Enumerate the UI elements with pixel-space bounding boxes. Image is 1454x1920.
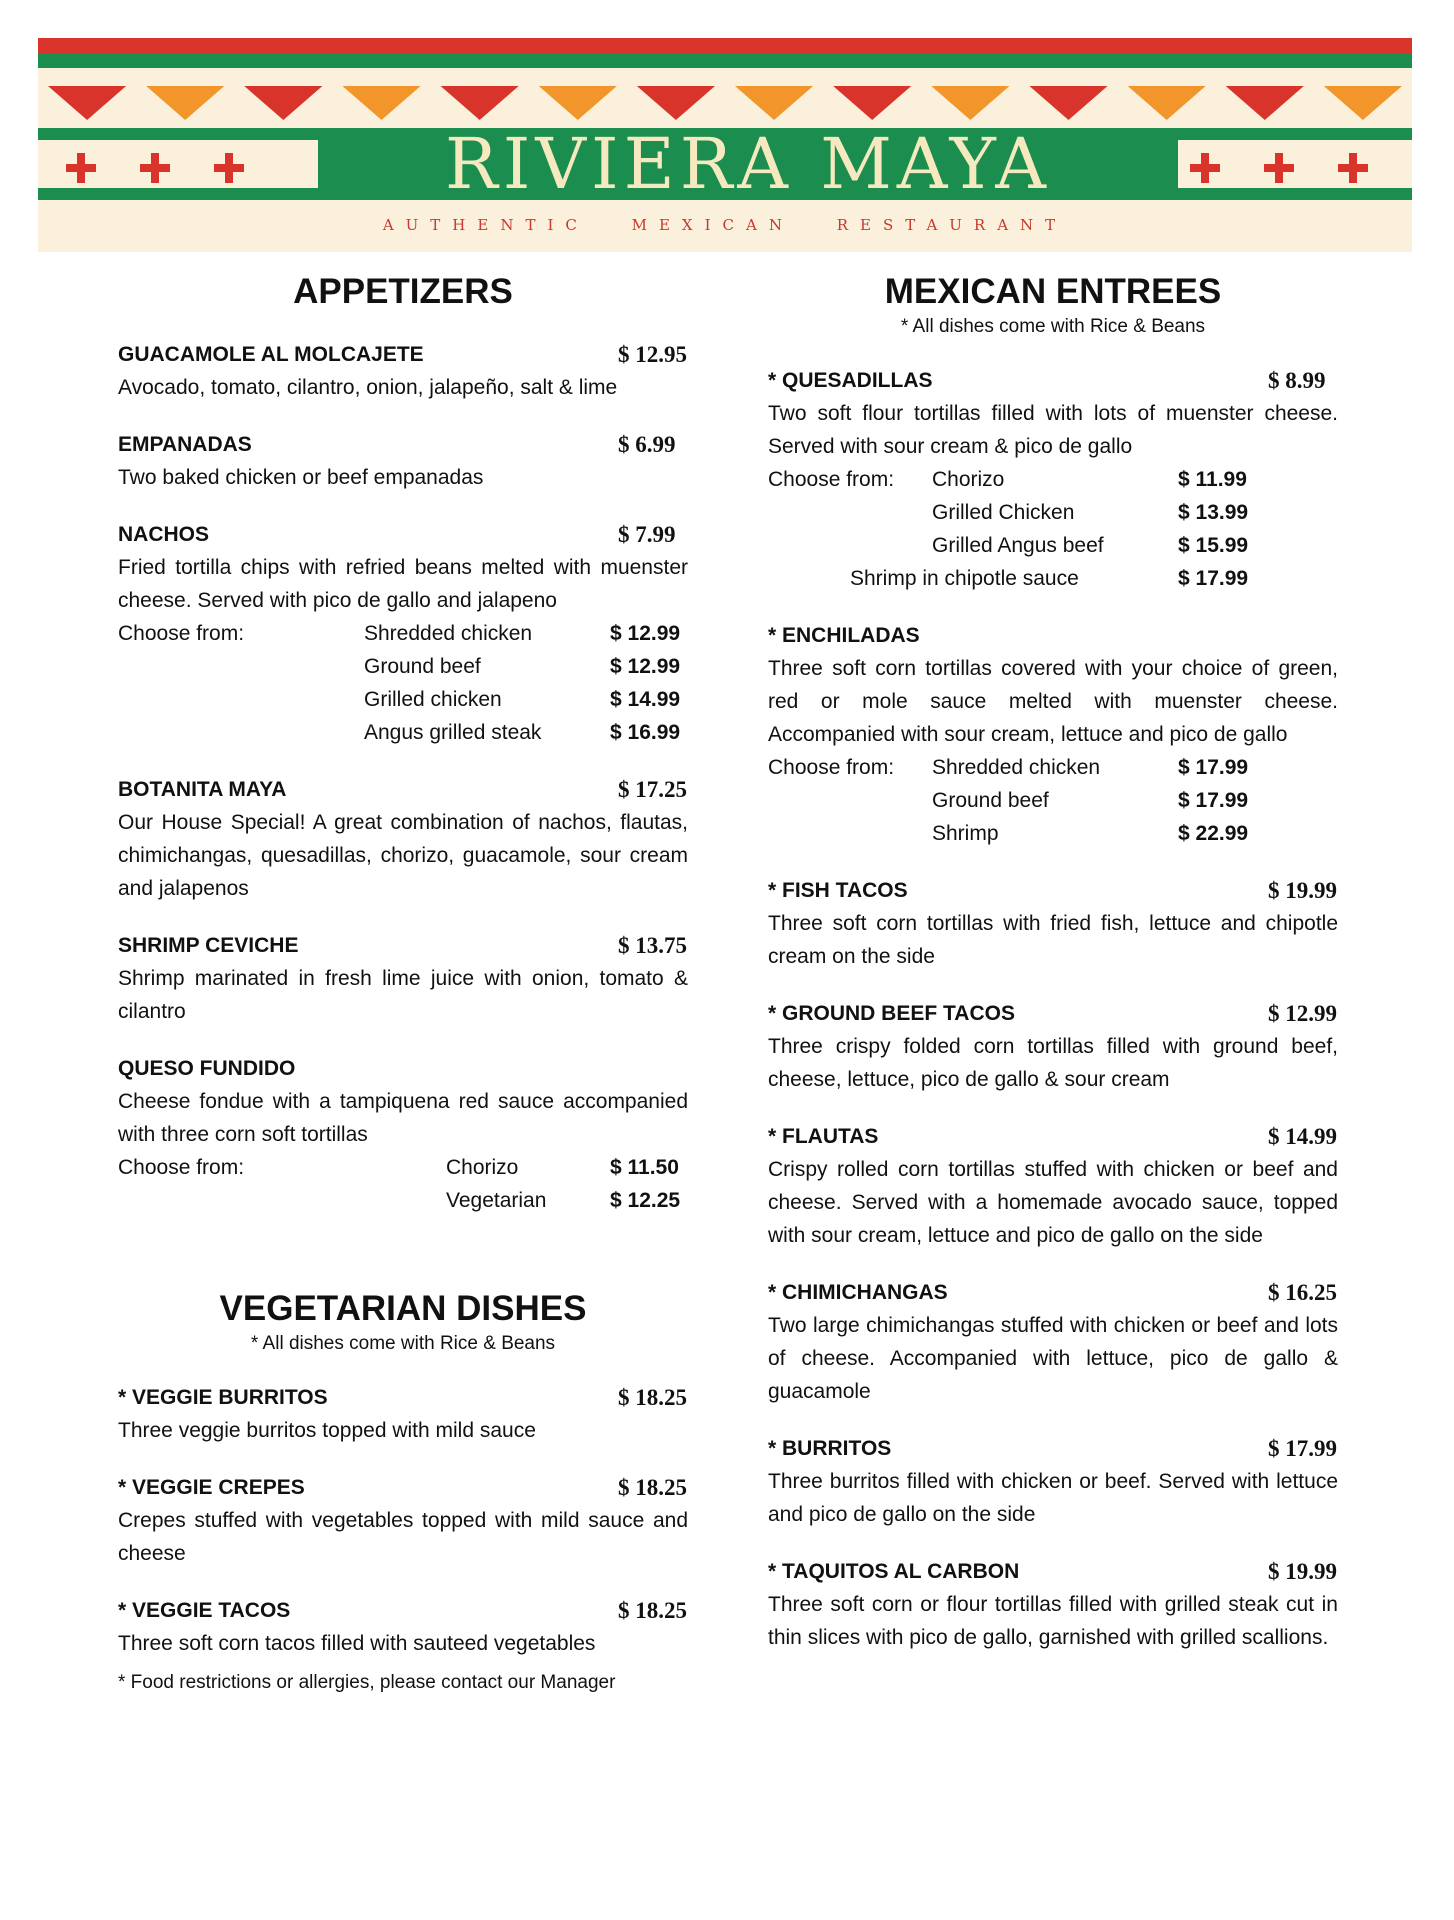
menu-item-price: $ 19.99: [1268, 1559, 1337, 1584]
menu-item-header: [768, 1120, 1338, 1153]
menu-item-header: [118, 773, 688, 806]
choice-price: $ 12.25: [610, 1189, 681, 1212]
cross-icon: [1190, 153, 1220, 183]
menu-item-description: Two baked chicken or beef empanadas: [118, 466, 484, 489]
menu-item-header: [118, 518, 688, 551]
menu-item: [118, 1471, 688, 1570]
menu-item-header: [768, 1555, 1338, 1588]
choice-list: [118, 1151, 688, 1217]
menu-item-description: Three burritos filled with chicken or beef. Served with lettuce and pico de gallo on the side: [768, 1470, 1338, 1526]
menu-item-description: Three soft corn tortillas covered with your choice of green, red or mole sauce melted with muenster cheese. Accompanied with sour cream, lettuce and pico de gallo: [768, 657, 1338, 746]
cross-icon: [1264, 153, 1294, 183]
menu-item-price: $ 18.25: [618, 1385, 687, 1410]
menu-item: [118, 338, 688, 404]
menu-item: [118, 1052, 688, 1217]
menu-item-price: $ 14.99: [1268, 1124, 1337, 1149]
menu-item-header: [118, 1381, 688, 1414]
menu-item-description: Avocado, tomato, cilantro, onion, jalapeño, salt & lime: [118, 376, 618, 399]
menu-item-price: $ 19.99: [1268, 878, 1337, 903]
menu-item: [768, 1432, 1338, 1531]
menu-item-name: * FISH TACOS: [768, 879, 908, 902]
choice-name: Grilled Chicken: [932, 501, 1075, 524]
menu-item-price: $ 7.99: [618, 522, 676, 547]
menu-item-header: [118, 428, 688, 461]
menu-item-description: Crispy rolled corn tortillas stuffed with chicken or beef and cheese. Served with a homemade avocado sauce, topped with sour cream, lettuce and pico de gallo on the side: [768, 1158, 1338, 1247]
triangle-ornament: [931, 86, 1009, 120]
menu-item-price: $ 18.25: [618, 1598, 687, 1623]
triangle-ornament: [342, 86, 420, 120]
triangle-ornament: [637, 86, 715, 120]
menu-item: [768, 997, 1338, 1096]
menu-item: [118, 1594, 688, 1660]
choice-price: $ 11.99: [1178, 468, 1247, 491]
menu-item-name: NACHOS: [118, 523, 210, 546]
choice-name: Vegetarian: [446, 1189, 547, 1212]
appetizers-list: [118, 338, 688, 1217]
green-stripe: [38, 54, 1412, 68]
menu-item-price: $ 16.25: [1268, 1280, 1337, 1305]
menu-item-header: [118, 1594, 688, 1627]
menu-item: [118, 773, 688, 905]
menu-item-name: * VEGGIE CREPES: [118, 1476, 305, 1499]
choose-from-label: [768, 496, 932, 529]
menu-item-price: $ 8.99: [1268, 368, 1326, 393]
choice-price: $ 17.99: [1178, 567, 1249, 590]
choose-from-label: Choose from:: [768, 756, 895, 779]
menu-item-name: QUESO FUNDIDO: [118, 1057, 296, 1080]
cross-icon: [1338, 153, 1368, 183]
menu-item-description: Three soft corn tortillas with fried fish, lettuce and chipotle cream on the side: [768, 912, 1338, 968]
menu-item-header: [768, 997, 1338, 1030]
triangle-ornament: [1226, 86, 1304, 120]
cross-icon: [140, 153, 170, 183]
menu-item-name: * CHIMICHANGAS: [768, 1281, 948, 1304]
menu-item-name: * ENCHILADAS: [768, 624, 920, 647]
choice-price: $ 15.99: [1178, 534, 1249, 557]
choice-list: [118, 617, 688, 749]
triangle-ornament: [539, 86, 617, 120]
menu-item-name: * GROUND BEEF TACOS: [768, 1002, 1015, 1025]
menu-item-description: Three soft corn tacos filled with sauteed vegetables: [118, 1632, 596, 1655]
menu-item-header: [768, 1432, 1338, 1465]
menu-item-name: * BURRITOS: [768, 1437, 892, 1460]
menu-item: [768, 1120, 1338, 1252]
menu-item-name: * QUESADILLAS: [768, 369, 933, 392]
choice-price: $ 16.99: [610, 721, 681, 744]
menu-item-description: Three crispy folded corn tortillas filled with ground beef, cheese, lettuce, pico de gallo & sour cream: [768, 1035, 1338, 1091]
cross-icon: [214, 153, 244, 183]
vegetarian-title: VEGETARIAN DISHES: [219, 1289, 587, 1328]
choice-price: $ 12.99: [610, 622, 681, 645]
appetizers-title: APPETIZERS: [293, 272, 513, 311]
choose-from-label: [118, 716, 364, 749]
menu-item-description: Crepes stuffed with vegetables topped with mild sauce and cheese: [118, 1509, 688, 1565]
vegetarian-note: * All dishes come with Rice & Beans: [250, 1333, 556, 1354]
triangle-pattern: [38, 86, 1412, 122]
menu-item: [768, 874, 1338, 973]
red-stripe: [38, 38, 1412, 54]
menu-item-name: BOTANITA MAYA: [118, 778, 287, 801]
choice-price: $ 11.50: [610, 1156, 679, 1179]
choice-name: Angus grilled steak: [364, 721, 542, 744]
choice-price: $ 17.99: [1178, 789, 1249, 812]
restaurant-tagline: AUTHENTIC MEXICAN RESTAURANT: [382, 216, 1068, 234]
menu-item-price: $ 13.75: [618, 933, 687, 958]
choice-name: Shredded chicken: [364, 622, 533, 645]
menu-item-price: $ 17.99: [1268, 1436, 1337, 1461]
triangle-ornament: [244, 86, 322, 120]
choice-name: Shredded chicken: [932, 756, 1101, 779]
menu-item-name: GUACAMOLE AL MOLCAJETE: [118, 343, 424, 366]
menu-item-price: $ 12.99: [1268, 1001, 1337, 1026]
choice-price: $ 17.99: [1178, 756, 1249, 779]
menu-item-price: [1268, 619, 1338, 652]
entrees-note: * All dishes come with Rice & Beans: [900, 316, 1206, 337]
allergy-footnote: * Food restrictions or allergies, please contact our Manager: [118, 1672, 616, 1693]
triangle-ornament: [441, 86, 519, 120]
choice-list: [768, 751, 1338, 850]
menu-item-price: $ 17.25: [618, 777, 687, 802]
vegetarian-list: [118, 1381, 688, 1660]
menu-item-name: SHRIMP CEVICHE: [118, 934, 299, 957]
menu-item-header: [118, 929, 688, 962]
menu-item-description: Two soft flour tortillas filled with lots of muenster cheese. Served with sour cream & pico de gallo: [768, 402, 1338, 458]
choice-name: Shrimp: [932, 822, 999, 845]
menu-item-header: [118, 338, 688, 371]
right-column: [768, 270, 1338, 1654]
menu-item-header: [118, 1052, 688, 1085]
menu-item-header: [768, 1276, 1338, 1309]
menu-item-header: [768, 364, 1338, 397]
choice-price: $ 14.99: [610, 688, 681, 711]
choose-from-label: [118, 1184, 446, 1217]
choice-price: $ 22.99: [1178, 822, 1249, 845]
menu-item-description: Our House Special! A great combination of nachos, flautas, chimichangas, quesadillas, chorizo, guacamole, sour cream and jalapenos: [118, 811, 688, 900]
choice-name: Grilled Angus beef: [932, 534, 1104, 557]
menu-item: [118, 1381, 688, 1447]
choice-name: Grilled chicken: [364, 688, 502, 711]
menu-item-price: $ 6.99: [618, 432, 676, 457]
menu-item-description: Three veggie burritos topped with mild sauce: [118, 1419, 536, 1442]
entrees-title: MEXICAN ENTREES: [884, 272, 1222, 311]
choose-from-label: Choose from:: [118, 622, 245, 645]
choose-from-label: [768, 817, 932, 850]
choice-name: Shrimp in chipotle sauce: [850, 567, 1079, 590]
menu-item-description: Cheese fondue with a tampiquena red sauce accompanied with three corn soft tortillas: [118, 1090, 688, 1146]
menu-item-description: Fried tortilla chips with refried beans melted with muenster cheese. Served with pico de gallo and jalapeno: [118, 556, 688, 612]
choice-price: $ 12.99: [610, 655, 681, 678]
choice-name: Chorizo: [446, 1156, 519, 1179]
choice-name: Ground beef: [932, 789, 1049, 812]
menu-item-description: Shrimp marinated in fresh lime juice with onion, tomato & cilantro: [118, 967, 688, 1023]
choice-name: Ground beef: [364, 655, 481, 678]
entrees-list: [768, 364, 1338, 1654]
menu-item-description: Two large chimichangas stuffed with chicken or beef and lots of cheese. Accompanied with lettuce, pico de gallo & guacamole: [768, 1314, 1338, 1403]
choose-from-label: [118, 650, 364, 683]
menu-item-price: $ 18.25: [618, 1475, 687, 1500]
menu-item-price: $ 12.95: [618, 342, 687, 367]
cross-icon: [66, 153, 96, 183]
menu-item-header: [768, 619, 1338, 652]
restaurant-name: RIVIERA MAYA: [318, 128, 1178, 200]
choose-from-label: Choose from:: [768, 468, 895, 491]
choice-price: $ 13.99: [1178, 501, 1249, 524]
menu-item-header: [118, 1471, 688, 1504]
menu-item: [768, 364, 1338, 595]
restaurant-banner: [38, 38, 1412, 252]
menu-item-name: * FLAUTAS: [768, 1125, 879, 1148]
menu-item-price: [618, 1052, 688, 1085]
menu-item: [118, 428, 688, 494]
triangle-ornament: [146, 86, 224, 120]
choose-from-label: Choose from:: [118, 1156, 245, 1179]
menu-item: [768, 1276, 1338, 1408]
crosses-left: [66, 153, 286, 181]
left-column: [118, 270, 688, 1660]
menu-item-name: EMPANADAS: [118, 433, 252, 456]
choice-list: [768, 463, 1338, 595]
crosses-right: [1190, 153, 1410, 181]
menu-item-name: * TAQUITOS AL CARBON: [768, 1560, 1020, 1583]
choose-from-label: [768, 784, 932, 817]
menu-item: [768, 619, 1338, 850]
choose-from-label: [768, 529, 932, 562]
triangle-ornament: [735, 86, 813, 120]
triangle-ornament: [48, 86, 126, 120]
triangle-ornament: [833, 86, 911, 120]
menu-item-description: Three soft corn or flour tortillas filled with grilled steak cut in thin slices with pico de gallo, garnished with grilled scallions.: [768, 1593, 1338, 1649]
menu-item-name: * VEGGIE TACOS: [118, 1599, 291, 1622]
menu-item: [768, 1555, 1338, 1654]
triangle-ornament: [1029, 86, 1107, 120]
triangle-ornament: [1128, 86, 1206, 120]
choice-name: Chorizo: [932, 468, 1005, 491]
choose-from-label: [118, 683, 364, 716]
menu-item-name: * VEGGIE BURRITOS: [118, 1386, 328, 1409]
menu-item-header: [768, 874, 1338, 907]
triangle-ornament: [1324, 86, 1402, 120]
menu-item: [118, 929, 688, 1028]
menu-item: [118, 518, 688, 749]
